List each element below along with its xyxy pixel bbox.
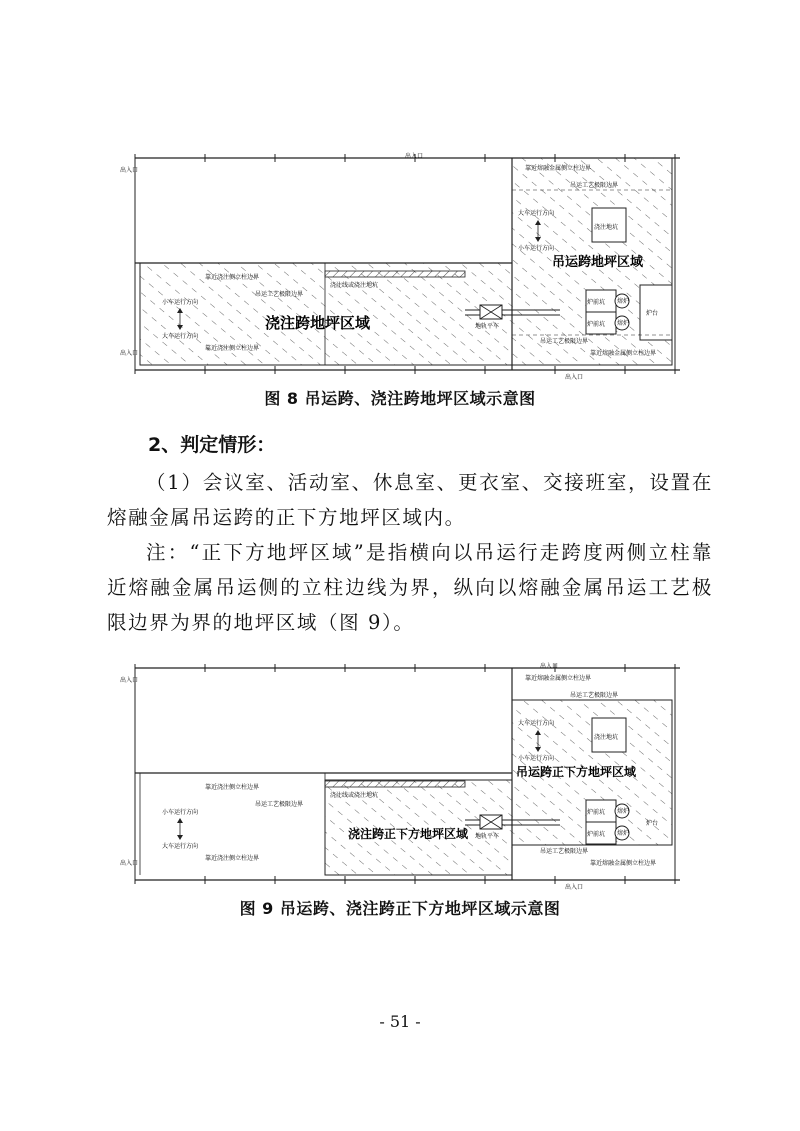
figure-8-caption: 图 8 吊运跨、浇注跨地坪区域示意图 xyxy=(264,389,536,408)
pour-below-region-label: 浇注跨正下方地坪区域 xyxy=(348,827,469,841)
pour-region-label: 浇注跨地坪区域 xyxy=(265,314,371,332)
big-car-direction: 大车运行方向 xyxy=(162,333,199,340)
process-limit-bottom: 吊运工艺极限边界 xyxy=(540,338,589,345)
process-limit-boundary: 吊运工艺极限边界 xyxy=(255,291,304,298)
pour-side-boundary-top: 靠近浇注侧立柱边界 xyxy=(205,784,260,791)
figure-9-diagram xyxy=(120,660,695,890)
big-car-direction: 大车运行方向 xyxy=(162,843,199,850)
lift-side-boundary-top: 靠近熔融金属侧立柱边界 xyxy=(525,675,592,682)
small-car-direction: 小车运行方向 xyxy=(162,299,199,306)
pour-side-boundary-bottom: 靠近浇注侧立柱边界 xyxy=(205,345,260,352)
section-heading: 2、判定情形： xyxy=(148,434,276,456)
furnace-front-label-2: 炉前坑 xyxy=(587,831,606,838)
page-number: - 51 - xyxy=(379,1012,421,1031)
big-car-direction-right: 大车运行方向 xyxy=(518,210,555,217)
flat-car-label: 地轨平车 xyxy=(475,323,500,330)
big-car-direction-right: 大车运行方向 xyxy=(518,720,555,727)
process-limit-top: 吊运工艺极限边界 xyxy=(570,182,619,189)
paragraph-1: （1）会议室、活动室、休息室、更衣室、交接班室，设置在熔融金属吊运跨的正下方地坪区域内。 xyxy=(107,471,713,529)
entrance-label-bottom: 出入口 xyxy=(565,374,584,380)
small-car-direction-right: 小车运行方向 xyxy=(518,245,555,252)
figure-9 xyxy=(120,660,695,890)
furnace-front-label-1: 炉前坑 xyxy=(587,809,606,816)
lift-side-boundary-bottom: 靠近熔融金属侧立柱边界 xyxy=(590,860,657,867)
lift-side-boundary-top: 靠近熔融金属侧立柱边界 xyxy=(525,165,592,172)
figure-8-diagram xyxy=(120,150,695,380)
entrance-label-left-bottom: 出入口 xyxy=(120,860,139,867)
entrance-label-top: 出入口 xyxy=(405,153,424,160)
entrance-label-top: 出入口 xyxy=(540,663,559,670)
entrance-label-left: 出入口 xyxy=(120,167,139,174)
process-limit-bottom: 吊运工艺极限边界 xyxy=(540,848,589,855)
pour-pit-label: 浇注地坑 xyxy=(594,224,619,231)
pour-side-boundary-top: 靠近浇注侧立柱边界 xyxy=(205,274,260,281)
entrance-label-left-bottom: 出入口 xyxy=(120,350,139,357)
pour-pit-label: 浇注地坑 xyxy=(594,734,619,741)
lift-region-label: 吊运跨地坪区域 xyxy=(552,255,644,270)
small-car-direction-right: 小车运行方向 xyxy=(518,755,555,762)
furnace-front-label-1: 炉前坑 xyxy=(587,299,606,306)
figure-9-caption: 图 9 吊运跨、浇注跨正下方地坪区域示意图 xyxy=(239,899,561,918)
furnace-label-2: 熔炉 xyxy=(617,320,630,327)
ladle-track-label: 浇注线或浇注地坑 xyxy=(330,282,379,289)
furnace-label-1: 熔炉 xyxy=(617,808,630,815)
pour-side-boundary-bottom: 靠近浇注侧立柱边界 xyxy=(205,855,260,862)
entrance-label-bottom: 出入口 xyxy=(565,884,584,890)
entrance-label-left: 出入口 xyxy=(120,677,139,684)
figure-8 xyxy=(120,150,695,380)
furnace-label-2: 熔炉 xyxy=(617,830,630,837)
small-car-direction: 小车运行方向 xyxy=(162,809,199,816)
flat-car-label: 地轨平车 xyxy=(475,833,500,840)
furnace-label-1: 熔炉 xyxy=(617,298,630,305)
furnace-front-label-2: 炉前坑 xyxy=(587,321,606,328)
lift-below-region-label: 吊运跨正下方地坪区域 xyxy=(516,765,637,779)
lift-side-boundary-bottom: 靠近熔融金属侧立柱边界 xyxy=(590,350,657,357)
process-limit-boundary: 吊运工艺极限边界 xyxy=(255,801,304,808)
paragraph-2: 注：“正下方地坪区域”是指横向以吊运行走跨度两侧立柱靠近熔融金属吊运侧的立柱边线为界，纵向以熔融金属吊运工艺极限边界为界的地坪区域（图 9）。 xyxy=(107,541,713,634)
ladle-track-label: 浇注线或浇注地坑 xyxy=(330,792,379,799)
furnace-platform-label: 炉台 xyxy=(646,820,659,827)
process-limit-top: 吊运工艺极限边界 xyxy=(570,692,619,699)
furnace-platform-label: 炉台 xyxy=(646,310,659,317)
